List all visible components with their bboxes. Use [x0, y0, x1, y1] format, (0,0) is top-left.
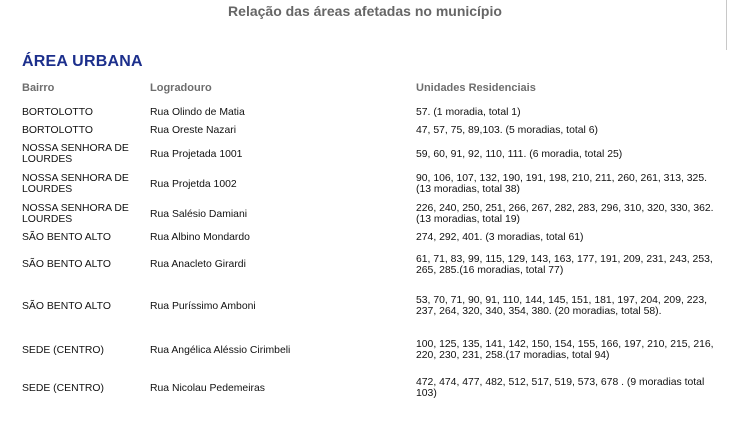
page-title: Relação das áreas afetadas no município [228, 3, 502, 19]
column-header-logradouro: Logradouro [150, 82, 212, 94]
cell-unidades: 274, 292, 401. (3 moradias, total 61) [416, 231, 584, 243]
cell-bairro: NOSSA SENHORA DE LOURDES [22, 203, 129, 225]
table-row [20, 283, 720, 329]
page-edge-divider [726, 0, 727, 50]
table-row [20, 121, 720, 140]
cell-logradouro: Rua Oreste Nazari [150, 125, 237, 136]
table-row [20, 228, 720, 246]
cell-unidades: 100, 125, 135, 141, 142, 150, 154, 155, 166, 197, 210, 215, 216, 220, 230, 231, 258.(17 moradias, total 94) [416, 339, 714, 361]
cell-bairro: NOSSA SENHORA DE LOURDES [22, 173, 129, 195]
cell-bairro: BORTOLOTTO [22, 125, 94, 136]
cell-logradouro: Rua Projetada 1001 [150, 148, 243, 160]
table-row [20, 246, 720, 283]
cell-unidades: 53, 70, 71, 90, 91, 110, 144, 145, 151, 181, 197, 204, 209, 223, 237, 264, 320, 340, 354, 380. (20 moradias, total 58). [416, 295, 707, 317]
cell-unidades: 226, 240, 250, 251, 266, 267, 282, 283, 296, 310, 320, 330, 362.(13 moradias, total 19) [416, 203, 714, 225]
cell-logradouro: Rua Salésio Damiani [150, 208, 248, 220]
cell-bairro: BORTOLOTTO [22, 106, 94, 118]
table-row [20, 140, 720, 168]
cell-logradouro: Rua Albino Mondardo [150, 231, 250, 243]
column-header-unidades: Unidades Residenciais [416, 82, 536, 94]
cell-logradouro: Rua Anacleto Girardi [150, 259, 246, 270]
table-row [20, 168, 720, 200]
cell-unidades: 57. (1 moradia, total 1) [416, 106, 521, 118]
cell-unidades: 47, 57, 75, 89,103. (5 moradias, total 6) [416, 125, 598, 136]
cell-logradouro: Rua Puríssimo Amboni [150, 300, 256, 312]
cell-unidades: 59, 60, 91, 92, 110, 111. (6 moradia, total 25) [416, 148, 623, 160]
affected-areas-table [20, 82, 720, 405]
table-header-row [20, 82, 720, 103]
cell-bairro: SÃO BENTO ALTO [22, 231, 111, 243]
table-row [20, 200, 720, 228]
cell-unidades: 90, 106, 107, 132, 190, 191, 198, 210, 211, 260, 261, 313, 325. (13 moradias, total 38) [416, 173, 707, 195]
cell-unidades: 472, 474, 477, 482, 512, 517, 519, 573, 678 . (9 moradias total 103) [416, 377, 705, 399]
cell-bairro: NOSSA SENHORA DE LOURDES [22, 143, 129, 165]
cell-logradouro: Rua Olindo de Matia [150, 106, 245, 118]
cell-bairro: SÃO BENTO ALTO [22, 300, 111, 312]
cell-bairro: SEDE (CENTRO) [22, 382, 104, 394]
section-heading: ÁREA URBANA [22, 53, 143, 70]
cell-bairro: SÃO BENTO ALTO [22, 259, 111, 270]
cell-logradouro: Rua Projetda 1002 [150, 178, 237, 190]
cell-logradouro: Rua Angélica Aléssio Cirimbeli [150, 344, 291, 356]
table-row [20, 371, 720, 405]
cell-bairro: SEDE (CENTRO) [22, 344, 104, 356]
cell-logradouro: Rua Nicolau Pedemeiras [150, 382, 265, 394]
cell-unidades: 61, 71, 83, 99, 115, 129, 143, 163, 177, 191, 209, 231, 243, 253, 265, 285.(16 moradias, total 77) [416, 253, 713, 276]
table-row [20, 103, 720, 121]
table-row [20, 329, 720, 371]
column-header-bairro: Bairro [22, 82, 55, 94]
